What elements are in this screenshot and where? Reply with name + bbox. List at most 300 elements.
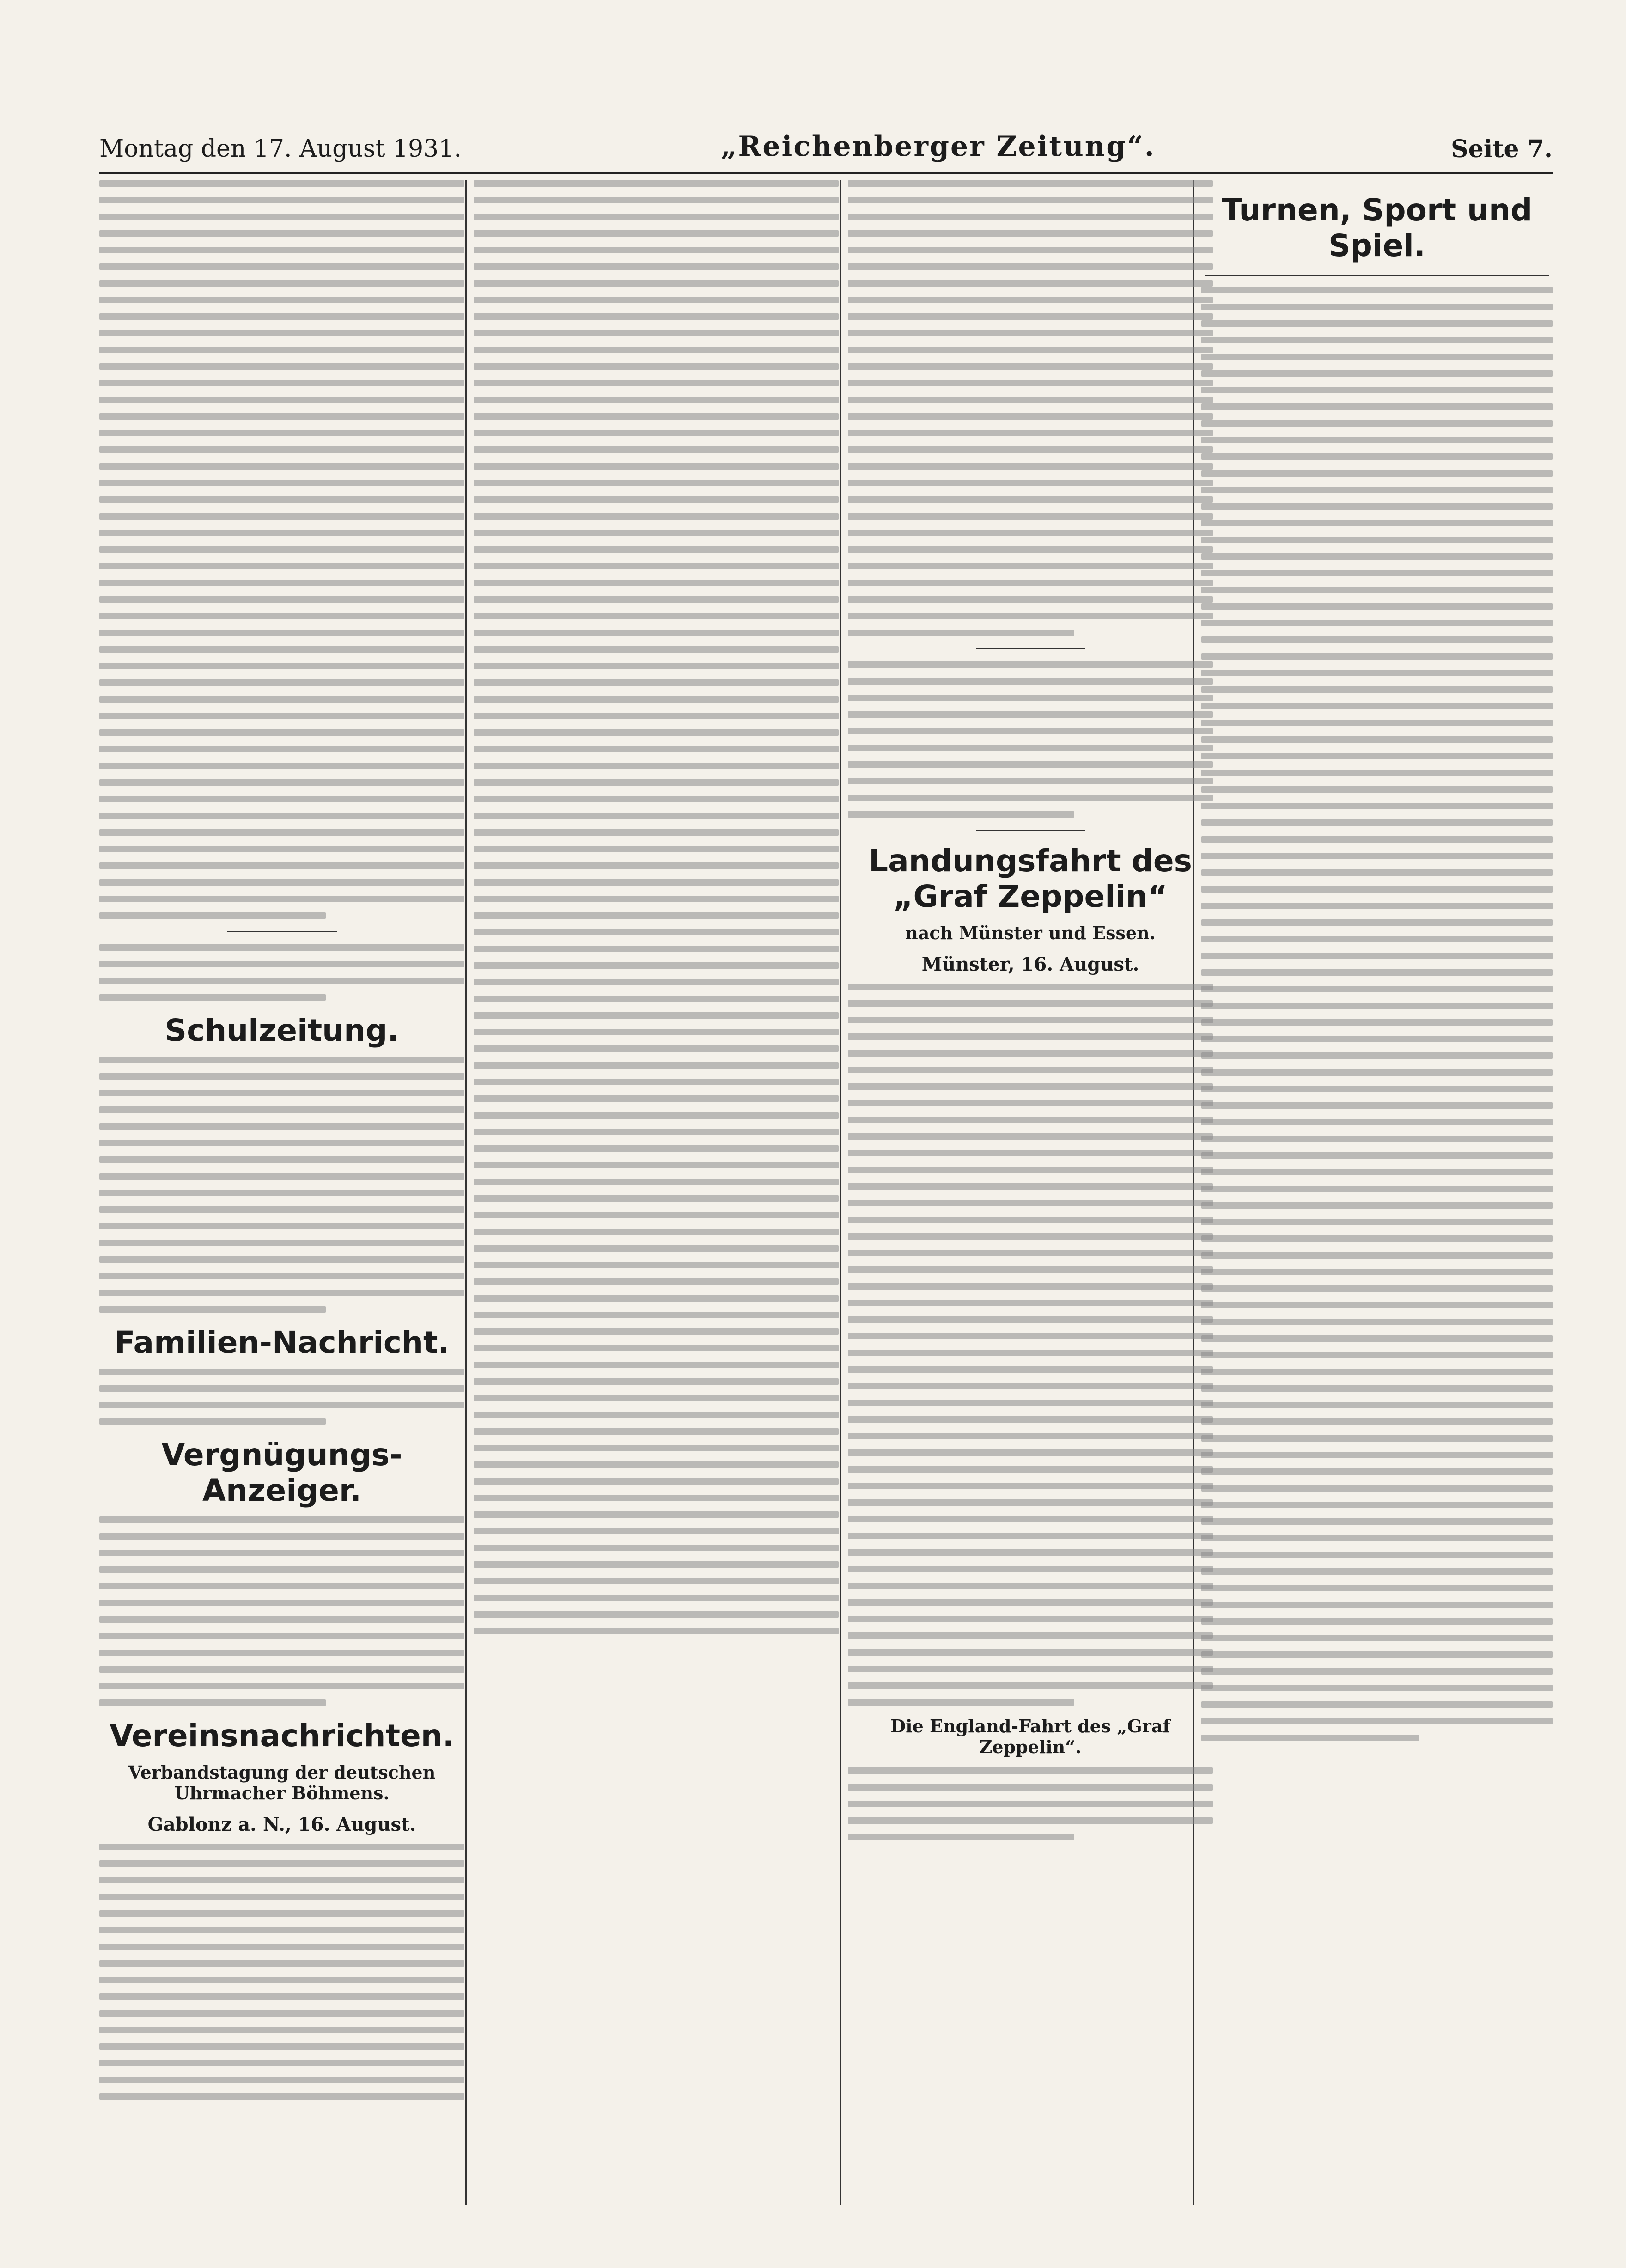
text-line xyxy=(1201,320,1553,327)
text-line xyxy=(1201,1518,1553,1525)
text-line xyxy=(99,463,464,470)
text-line xyxy=(1201,919,1553,926)
text-line xyxy=(474,380,839,386)
text-line xyxy=(848,197,1213,203)
text-line xyxy=(1201,1252,1553,1259)
text-line xyxy=(848,1583,1213,1589)
text-line xyxy=(1201,1019,1553,1026)
text-line xyxy=(1201,969,1553,976)
text-line xyxy=(474,480,839,486)
text-line xyxy=(99,230,464,237)
text-line xyxy=(474,330,839,336)
text-line xyxy=(848,984,1213,990)
text-line xyxy=(848,1834,1074,1840)
text-line xyxy=(474,713,839,719)
text-line xyxy=(848,247,1213,253)
text-line xyxy=(848,413,1213,420)
text-line xyxy=(848,711,1213,718)
text-line xyxy=(1201,1651,1553,1658)
text-line xyxy=(1201,420,1553,427)
text-line xyxy=(474,1611,839,1618)
text-line xyxy=(848,1566,1213,1572)
text-line xyxy=(99,1583,464,1589)
section-rule xyxy=(227,931,337,932)
text-line xyxy=(848,530,1213,536)
text-line xyxy=(1201,636,1553,643)
text-line xyxy=(99,214,464,220)
text-line xyxy=(1201,936,1553,942)
text-line xyxy=(848,761,1213,768)
text-line xyxy=(474,1461,839,1468)
text-line xyxy=(474,846,839,852)
text-line xyxy=(99,1256,464,1263)
text-line xyxy=(474,696,839,703)
text-line xyxy=(1201,620,1553,626)
text-line xyxy=(1201,1585,1553,1591)
text-line xyxy=(99,1550,464,1556)
text-line xyxy=(1201,1003,1553,1009)
text-line xyxy=(99,1173,464,1180)
text-line xyxy=(474,546,839,553)
text-line xyxy=(848,1533,1213,1539)
text-line xyxy=(474,1145,839,1152)
text-line xyxy=(1201,437,1553,443)
text-line xyxy=(848,330,1213,336)
text-line xyxy=(99,1533,464,1540)
text-line xyxy=(99,1650,464,1656)
text-line xyxy=(99,596,464,603)
text-line xyxy=(1201,1169,1553,1175)
text-line xyxy=(99,197,464,203)
text-line xyxy=(474,862,839,869)
text-line xyxy=(848,795,1213,801)
text-line xyxy=(1201,503,1553,510)
column-separator xyxy=(465,180,467,2205)
text-line xyxy=(848,1100,1213,1106)
text-line xyxy=(474,1062,839,1069)
text-line xyxy=(99,696,464,703)
text-line xyxy=(474,1561,839,1568)
text-line xyxy=(1201,1718,1553,1724)
text-line xyxy=(848,513,1213,520)
text-line xyxy=(848,1516,1213,1522)
text-line xyxy=(848,1167,1213,1173)
text-line xyxy=(848,496,1213,503)
section-heading-vergnuegung: Vergnügungs-Anzeiger. xyxy=(161,1437,402,1508)
text-line xyxy=(848,263,1213,270)
text-line xyxy=(1201,354,1553,360)
text-line xyxy=(1201,703,1553,709)
text-line xyxy=(848,1666,1213,1672)
text-line xyxy=(848,1333,1213,1339)
text-line xyxy=(474,1045,839,1052)
text-line xyxy=(848,430,1213,436)
header-rule xyxy=(99,172,1553,174)
text-line xyxy=(99,1993,464,2000)
text-line xyxy=(848,230,1213,237)
text-line xyxy=(474,796,839,802)
text-line xyxy=(474,496,839,503)
text-line xyxy=(99,679,464,686)
section-heading-familien: Familien-Nachricht. xyxy=(114,1325,450,1360)
text-line xyxy=(99,1944,464,1950)
text-line xyxy=(99,729,464,736)
text-line xyxy=(474,729,839,736)
text-line xyxy=(848,1033,1213,1040)
text-line xyxy=(474,596,839,603)
column-2 xyxy=(474,180,839,2205)
text-line xyxy=(848,1183,1213,1190)
text-line xyxy=(848,446,1213,453)
text-line xyxy=(99,2093,464,2100)
text-line xyxy=(99,446,464,453)
text-line xyxy=(848,1000,1213,1007)
text-line xyxy=(848,1250,1213,1256)
text-line xyxy=(474,1595,839,1601)
text-line xyxy=(99,862,464,869)
text-line xyxy=(99,513,464,520)
text-line xyxy=(474,1012,839,1019)
text-line xyxy=(99,1844,464,1850)
text-line xyxy=(99,1306,326,1313)
article-heading-landungsfahrt: Landungsfahrt des „Graf Zeppelin“ xyxy=(869,843,1192,914)
text-line xyxy=(848,347,1213,353)
text-line xyxy=(1201,337,1553,343)
text-line xyxy=(848,1083,1213,1090)
text-line xyxy=(1201,1552,1553,1558)
text-line xyxy=(1201,720,1553,726)
text-line xyxy=(474,912,839,919)
text-line xyxy=(848,661,1213,668)
text-line xyxy=(1201,520,1553,526)
text-line xyxy=(474,896,839,902)
text-line xyxy=(99,1927,464,1933)
text-line xyxy=(99,978,464,984)
text-line xyxy=(848,397,1213,403)
text-line xyxy=(474,1378,839,1385)
text-line xyxy=(848,1050,1213,1057)
text-line xyxy=(1201,1285,1553,1292)
text-line xyxy=(474,1195,839,1202)
text-line xyxy=(474,1245,839,1252)
text-line xyxy=(848,1499,1213,1506)
masthead: „Reichenberger Zeitung“. xyxy=(721,130,1156,163)
text-line xyxy=(474,430,839,436)
text-line xyxy=(99,1385,464,1392)
text-line xyxy=(1201,836,1553,843)
text-line xyxy=(1201,753,1553,759)
text-line xyxy=(1201,803,1553,809)
text-line xyxy=(99,763,464,769)
text-line xyxy=(848,1449,1213,1456)
text-line xyxy=(474,1129,839,1135)
text-line xyxy=(848,280,1213,287)
text-line xyxy=(474,1412,839,1418)
text-line xyxy=(1201,537,1553,543)
text-line xyxy=(1201,1352,1553,1358)
column-4 xyxy=(1201,180,1553,2205)
text-line xyxy=(1201,1618,1553,1625)
dateline-muenster: Münster, 16. August. xyxy=(921,954,1139,975)
text-line xyxy=(848,1217,1213,1223)
text-line xyxy=(99,1860,464,1867)
text-line xyxy=(99,896,464,902)
text-line xyxy=(474,1312,839,1318)
text-line xyxy=(474,1362,839,1368)
text-line xyxy=(99,1683,464,1689)
text-line xyxy=(99,1977,464,1983)
text-line xyxy=(99,1240,464,1246)
text-line xyxy=(99,263,464,270)
text-line xyxy=(474,813,839,819)
text-line xyxy=(99,713,464,719)
text-line xyxy=(99,961,464,967)
section-heading-schulzeitung: Schulzeitung. xyxy=(164,1013,399,1048)
text-line xyxy=(99,1402,464,1408)
text-line xyxy=(99,363,464,370)
text-line xyxy=(474,979,839,985)
text-line xyxy=(848,1483,1213,1489)
text-line xyxy=(99,613,464,619)
text-line xyxy=(474,1229,839,1235)
dateline-gablonz: Gablonz a. N., 16. August. xyxy=(147,1814,416,1835)
text-line xyxy=(99,2043,464,2050)
text-line xyxy=(99,1290,464,1296)
text-line xyxy=(99,1418,326,1425)
text-line xyxy=(99,1073,464,1080)
text-line xyxy=(1201,903,1553,909)
text-line xyxy=(1201,1418,1553,1425)
text-line xyxy=(99,297,464,303)
text-line xyxy=(1201,387,1553,393)
text-line xyxy=(99,1106,464,1113)
text-line xyxy=(99,1156,464,1163)
text-line xyxy=(99,1090,464,1096)
text-line xyxy=(1201,304,1553,310)
text-line xyxy=(1201,653,1553,660)
text-line xyxy=(99,1600,464,1606)
text-line xyxy=(474,1495,839,1501)
text-line xyxy=(848,1316,1213,1323)
section-heading-turnen: Turnen, Sport und Spiel. xyxy=(1221,192,1533,263)
text-line xyxy=(474,1295,839,1302)
text-line xyxy=(99,546,464,553)
text-line xyxy=(99,1140,464,1146)
text-line xyxy=(99,1566,464,1573)
text-line xyxy=(1201,603,1553,610)
text-line xyxy=(99,413,464,420)
text-line xyxy=(848,1699,1074,1706)
text-line xyxy=(99,1699,326,1706)
text-line xyxy=(99,1123,464,1130)
text-line xyxy=(1201,553,1553,560)
text-line xyxy=(99,347,464,353)
text-line xyxy=(1201,953,1553,959)
text-line xyxy=(848,297,1213,303)
text-line xyxy=(99,480,464,486)
article-heading-england: Die England-Fahrt des „Graf Zeppelin“. xyxy=(890,1716,1170,1757)
section-rule xyxy=(1205,275,1549,276)
text-line xyxy=(474,1179,839,1185)
text-line xyxy=(99,1190,464,1196)
text-line xyxy=(1201,1069,1553,1076)
text-line xyxy=(99,1666,464,1673)
text-line xyxy=(474,779,839,786)
text-line xyxy=(1201,1369,1553,1375)
text-line xyxy=(848,563,1213,569)
text-line xyxy=(1201,1402,1553,1408)
text-line xyxy=(1201,786,1553,793)
column-separator xyxy=(840,180,841,2205)
text-line xyxy=(848,630,1074,636)
text-line xyxy=(848,1133,1213,1140)
text-line xyxy=(1201,853,1553,859)
article-heading-verbandstagung: Verbandstagung der deutschen Uhrmacher Böhmens. xyxy=(128,1762,436,1803)
text-line xyxy=(848,1283,1213,1290)
text-line xyxy=(474,1445,839,1451)
text-line xyxy=(99,912,326,919)
text-line xyxy=(99,180,464,187)
text-line xyxy=(474,1112,839,1119)
text-line xyxy=(1201,1468,1553,1475)
text-line xyxy=(1201,1319,1553,1325)
text-line xyxy=(1201,1119,1553,1125)
text-line xyxy=(99,330,464,336)
text-line xyxy=(1201,1701,1553,1708)
text-line xyxy=(99,2010,464,2017)
text-line xyxy=(474,679,839,686)
text-line xyxy=(474,463,839,470)
text-line xyxy=(99,2027,464,2033)
text-line xyxy=(848,678,1213,685)
text-line xyxy=(1201,1385,1553,1392)
text-line xyxy=(474,1278,839,1285)
text-line xyxy=(1201,487,1553,493)
text-line xyxy=(848,1632,1213,1639)
text-line xyxy=(848,811,1074,818)
text-line xyxy=(474,1328,839,1335)
text-line xyxy=(99,1616,464,1623)
text-line xyxy=(99,1516,464,1523)
text-line xyxy=(1201,670,1553,676)
text-line xyxy=(848,1400,1213,1406)
text-line xyxy=(848,1200,1213,1206)
text-line xyxy=(474,247,839,253)
text-line xyxy=(474,613,839,619)
text-line xyxy=(1201,686,1553,693)
text-line xyxy=(474,1162,839,1168)
text-line xyxy=(1201,1086,1553,1092)
text-line xyxy=(99,496,464,503)
text-line xyxy=(1201,403,1553,410)
text-line xyxy=(474,1029,839,1035)
text-line xyxy=(1201,1335,1553,1342)
text-line xyxy=(99,746,464,752)
text-line xyxy=(474,197,839,203)
text-line xyxy=(99,1206,464,1213)
text-line xyxy=(848,480,1213,486)
text-line xyxy=(1201,453,1553,460)
text-line xyxy=(848,1350,1213,1356)
text-line xyxy=(1201,470,1553,477)
text-line xyxy=(474,1478,839,1485)
text-line xyxy=(474,1545,839,1551)
text-line xyxy=(848,1266,1213,1273)
text-line xyxy=(1201,886,1553,893)
text-line xyxy=(474,1095,839,1102)
text-line xyxy=(1201,869,1553,876)
text-line xyxy=(848,463,1213,470)
text-line xyxy=(99,944,464,951)
text-line xyxy=(474,1079,839,1085)
text-line xyxy=(474,630,839,636)
text-line xyxy=(1201,370,1553,377)
text-line xyxy=(99,663,464,669)
text-line xyxy=(1201,1269,1553,1275)
text-line xyxy=(99,580,464,586)
text-line xyxy=(99,2077,464,2083)
text-line xyxy=(99,1057,464,1063)
text-line xyxy=(474,946,839,952)
text-line xyxy=(99,829,464,836)
text-line xyxy=(474,563,839,569)
text-line xyxy=(474,829,839,836)
text-line xyxy=(1201,1052,1553,1059)
text-line xyxy=(474,446,839,453)
text-line xyxy=(1201,287,1553,293)
text-line xyxy=(99,380,464,386)
text-line xyxy=(1201,1036,1553,1042)
section-rule xyxy=(976,830,1085,831)
text-line xyxy=(474,397,839,403)
text-line xyxy=(474,363,839,370)
text-line xyxy=(99,1910,464,1917)
text-line xyxy=(848,1067,1213,1073)
text-line xyxy=(848,1466,1213,1473)
text-line xyxy=(474,996,839,1002)
text-line xyxy=(474,263,839,270)
text-line xyxy=(1201,1685,1553,1691)
text-line xyxy=(848,1767,1213,1774)
text-line xyxy=(848,728,1213,734)
text-line xyxy=(848,1233,1213,1240)
text-line xyxy=(99,530,464,536)
text-line xyxy=(474,297,839,303)
text-line xyxy=(848,695,1213,701)
text-line xyxy=(848,580,1213,586)
text-line xyxy=(474,180,839,187)
text-line xyxy=(474,929,839,935)
text-line xyxy=(848,1549,1213,1556)
text-line xyxy=(1201,1136,1553,1142)
text-line xyxy=(848,1599,1213,1606)
text-line xyxy=(1201,819,1553,826)
text-line xyxy=(474,746,839,752)
text-line xyxy=(474,962,839,969)
text-line xyxy=(1201,1452,1553,1458)
text-line xyxy=(1201,1485,1553,1492)
text-line xyxy=(1201,1635,1553,1641)
text-line xyxy=(1201,770,1553,776)
column-1 xyxy=(99,180,464,2205)
text-line xyxy=(848,1682,1213,1689)
text-line xyxy=(848,546,1213,553)
text-line xyxy=(848,1300,1213,1306)
text-line xyxy=(848,214,1213,220)
text-line xyxy=(1201,1235,1553,1242)
text-line xyxy=(1201,1435,1553,1442)
text-line xyxy=(99,313,464,320)
